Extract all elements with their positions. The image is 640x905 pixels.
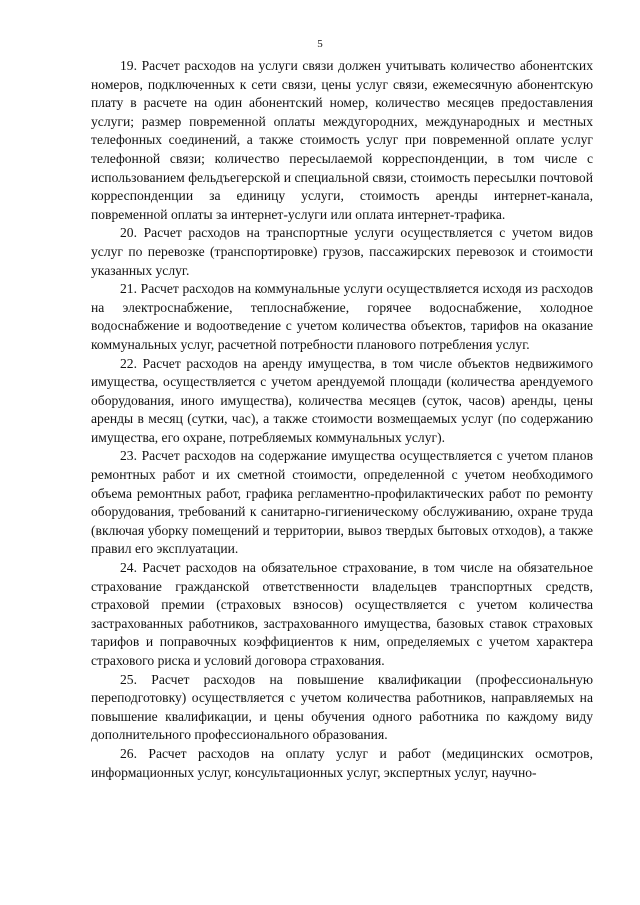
paragraph-23: 23. Расчет расходов на содержание имущества осуществляется с учетом планов ремонтных работ и их сметной стоимости, определенной с учетом необходимого объема ремонтных работ, графика регламентно-профилактических работ по ремонту оборудования, требований к санитарно-гигиеническому обслуживанию, охране труда (включая уборку помещений и территории, вывоз твердых бытовых отходов), а также правил его эксплуатации. (91, 448, 593, 557)
paragraph-21: 21. Расчет расходов на коммунальные услуги осуществляется исходя из расходов на электроснабжение, теплоснабжение, горячее водоснабжение, холодное водоснабжение и водоотведение с учетом количества объектов, тарифов на оказание коммунальных услуг, расчетной потребности планового потребления услуг. (91, 281, 593, 352)
page-number: 5 (317, 38, 323, 50)
paragraph-26: 26. Расчет расходов на оплату услуг и работ (медицинских осмотров, информационных услуг, консультационных услуг, экспертных услуг, научно- (91, 745, 593, 780)
paragraph-22: 22. Расчет расходов на аренду имущества, в том числе объектов недвижимого имущества, осуществляется с учетом арендуемой площади (количества арендуемого оборудования, иного имущества), количества месяцев (суток, часов) аренды, цены аренды в месяц (сутки, час), а также стоимости возмещаемых услуг (по содержанию имущества, его охране, потребляемых коммунальных услуг). (91, 355, 593, 445)
paragraph-24: 24. Расчет расходов на обязательное страхование, в том числе на обязательное страхование гражданской ответственности владельцев транспортных средств, страховой премии (страховых взносов) осуществляется с учетом количества застрахованных работников, застрахованного имущества, базовых ставок страховых тарифов и поправочных коэффициентов к ним, определяемых с учетом характера страхового риска и условий договора страхования. (91, 560, 593, 668)
document-body (91, 57, 593, 782)
paragraph-19: 19. Расчет расходов на услуги связи должен учитывать количество абонентских номеров, подключенных к сети связи, цены услуг связи, ежемесячную абонентскую плату в расчете на один абонентский номер, количество месяцев предоставления услуги; размер повременной оплаты междугородних, международных и местных телефонных соединений, а также стоимость услуг при повременной оплате услуг телефонной связи; количество пересылаемой корреспонденции, в том числе с использованием фельдъегерской и специальной связи, стоимость пересылки почтовой корреспонденции за единицу услуги, стоимость аренды интернет-канала, повременной оплаты за интернет-услуги или оплата интернет-трафика. (91, 58, 593, 222)
paragraph-20: 20. Расчет расходов на транспортные услуги осуществляется с учетом видов услуг по перевозке (транспортировке) грузов, пассажирских перевозок и стоимости указанных услуг. (91, 225, 593, 278)
paragraph-25: 25. Расчет расходов на повышение квалификации (профессиональную переподготовку) осуществляется с учетом количества работников, направляемых на повышение квалификации, и цены обучения одного работника по каждому виду дополнительного профессионального образования. (91, 671, 593, 743)
